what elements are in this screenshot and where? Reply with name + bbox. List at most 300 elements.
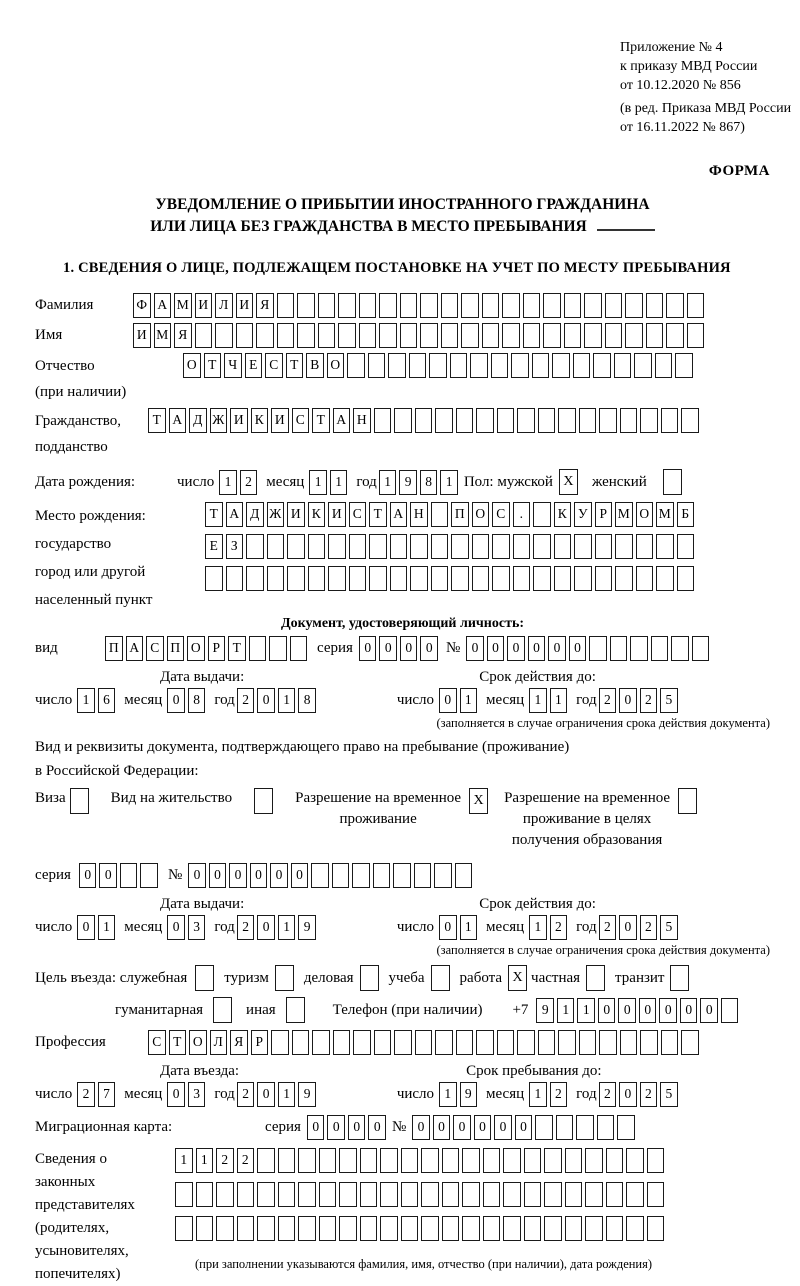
char-cell[interactable] xyxy=(483,1182,501,1207)
char-cell[interactable] xyxy=(435,408,453,433)
char-cell[interactable] xyxy=(552,353,570,378)
char-cell[interactable]: 1 xyxy=(529,1082,547,1107)
char-cell[interactable]: Я xyxy=(230,1030,248,1055)
char-cell[interactable]: 5 xyxy=(660,915,678,940)
char-cell[interactable] xyxy=(502,323,520,348)
char-cell[interactable] xyxy=(435,1030,453,1055)
char-cell[interactable] xyxy=(606,1148,624,1173)
char-cell[interactable] xyxy=(451,534,469,559)
char-cell[interactable]: С xyxy=(148,1030,166,1055)
char-cell[interactable] xyxy=(415,408,433,433)
char-cell[interactable] xyxy=(503,1148,521,1173)
char-cell[interactable] xyxy=(574,566,592,591)
char-cell[interactable]: Б xyxy=(677,502,695,527)
char-cell[interactable] xyxy=(462,1148,480,1173)
char-cell[interactable]: Т xyxy=(205,502,223,527)
char-cell[interactable] xyxy=(257,1182,275,1207)
char-cell[interactable] xyxy=(298,1148,316,1173)
char-cell[interactable]: 1 xyxy=(550,688,568,713)
char-cell[interactable] xyxy=(338,293,356,318)
char-cell[interactable]: 8 xyxy=(420,470,438,495)
char-cell[interactable]: Т xyxy=(312,408,330,433)
char-cell[interactable] xyxy=(544,1182,562,1207)
char-cell[interactable] xyxy=(513,566,531,591)
char-cell[interactable] xyxy=(400,323,418,348)
purpose-study-checkbox[interactable] xyxy=(431,965,450,991)
char-cell[interactable] xyxy=(318,323,336,348)
char-cell[interactable] xyxy=(456,1030,474,1055)
char-cell[interactable] xyxy=(482,293,500,318)
char-cell[interactable]: 0 xyxy=(270,863,288,888)
char-cell[interactable] xyxy=(681,408,699,433)
char-cell[interactable] xyxy=(517,1030,535,1055)
char-cell[interactable] xyxy=(267,534,285,559)
char-cell[interactable] xyxy=(579,1030,597,1055)
char-cell[interactable] xyxy=(687,323,705,348)
char-cell[interactable] xyxy=(393,863,411,888)
char-cell[interactable] xyxy=(687,293,705,318)
char-cell[interactable] xyxy=(292,1030,310,1055)
char-cell[interactable] xyxy=(605,293,623,318)
char-cell[interactable] xyxy=(492,566,510,591)
char-cell[interactable] xyxy=(349,566,367,591)
char-cell[interactable] xyxy=(196,1216,214,1241)
char-cell[interactable] xyxy=(421,1148,439,1173)
char-cell[interactable] xyxy=(584,323,602,348)
char-cell[interactable] xyxy=(360,1216,378,1241)
char-cell[interactable] xyxy=(472,566,490,591)
char-cell[interactable] xyxy=(599,408,617,433)
char-cell[interactable]: А xyxy=(390,502,408,527)
char-cell[interactable]: 0 xyxy=(209,863,227,888)
char-cell[interactable]: 2 xyxy=(240,470,258,495)
char-cell[interactable] xyxy=(675,353,693,378)
char-cell[interactable]: Р xyxy=(595,502,613,527)
visa-checkbox[interactable] xyxy=(70,788,89,814)
char-cell[interactable]: 0 xyxy=(619,688,637,713)
char-cell[interactable]: 0 xyxy=(700,998,718,1023)
char-cell[interactable] xyxy=(646,293,664,318)
char-cell[interactable] xyxy=(461,293,479,318)
char-cell[interactable] xyxy=(626,1182,644,1207)
char-cell[interactable] xyxy=(585,1216,603,1241)
char-cell[interactable] xyxy=(574,534,592,559)
char-cell[interactable] xyxy=(634,353,652,378)
char-cell[interactable] xyxy=(523,323,541,348)
char-cell[interactable] xyxy=(287,534,305,559)
char-cell[interactable] xyxy=(349,534,367,559)
char-cell[interactable] xyxy=(216,1216,234,1241)
char-cell[interactable]: Ч xyxy=(224,353,242,378)
char-cell[interactable]: 1 xyxy=(529,915,547,940)
char-cell[interactable] xyxy=(615,566,633,591)
char-cell[interactable] xyxy=(610,636,628,661)
char-cell[interactable] xyxy=(441,293,459,318)
char-cell[interactable]: 9 xyxy=(298,1082,316,1107)
char-cell[interactable] xyxy=(584,293,602,318)
char-cell[interactable] xyxy=(677,566,695,591)
sex-male-checkbox[interactable]: X xyxy=(559,469,578,495)
char-cell[interactable] xyxy=(651,636,669,661)
char-cell[interactable] xyxy=(360,1182,378,1207)
char-cell[interactable]: 0 xyxy=(291,863,309,888)
char-cell[interactable]: 0 xyxy=(307,1115,325,1140)
char-cell[interactable] xyxy=(585,1182,603,1207)
char-cell[interactable] xyxy=(267,566,285,591)
char-cell[interactable]: 0 xyxy=(167,1082,185,1107)
char-cell[interactable]: К xyxy=(554,502,572,527)
char-cell[interactable] xyxy=(442,1216,460,1241)
char-cell[interactable] xyxy=(216,1182,234,1207)
char-cell[interactable] xyxy=(328,534,346,559)
char-cell[interactable]: Я xyxy=(256,293,274,318)
purpose-private-checkbox[interactable] xyxy=(586,965,605,991)
char-cell[interactable] xyxy=(451,566,469,591)
char-cell[interactable] xyxy=(524,1148,542,1173)
char-cell[interactable] xyxy=(636,534,654,559)
char-cell[interactable] xyxy=(319,1148,337,1173)
char-cell[interactable]: 2 xyxy=(599,688,617,713)
char-cell[interactable]: 0 xyxy=(466,636,484,661)
char-cell[interactable] xyxy=(620,1030,638,1055)
char-cell[interactable]: 0 xyxy=(379,636,397,661)
char-cell[interactable]: Р xyxy=(251,1030,269,1055)
char-cell[interactable] xyxy=(388,353,406,378)
char-cell[interactable]: 0 xyxy=(368,1115,386,1140)
char-cell[interactable] xyxy=(332,863,350,888)
char-cell[interactable] xyxy=(297,293,315,318)
char-cell[interactable] xyxy=(564,323,582,348)
char-cell[interactable] xyxy=(470,353,488,378)
char-cell[interactable]: 2 xyxy=(237,915,255,940)
char-cell[interactable] xyxy=(277,323,295,348)
char-cell[interactable] xyxy=(339,1216,357,1241)
char-cell[interactable] xyxy=(431,566,449,591)
char-cell[interactable]: 0 xyxy=(618,998,636,1023)
purpose-humanitarian-checkbox[interactable] xyxy=(213,997,232,1023)
char-cell[interactable] xyxy=(483,1216,501,1241)
char-cell[interactable]: 0 xyxy=(167,688,185,713)
char-cell[interactable] xyxy=(271,1030,289,1055)
char-cell[interactable] xyxy=(360,1148,378,1173)
char-cell[interactable] xyxy=(533,534,551,559)
char-cell[interactable] xyxy=(373,863,391,888)
char-cell[interactable]: 2 xyxy=(77,1082,95,1107)
char-cell[interactable] xyxy=(573,353,591,378)
char-cell[interactable] xyxy=(339,1148,357,1173)
char-cell[interactable] xyxy=(681,1030,699,1055)
char-cell[interactable]: 0 xyxy=(598,998,616,1023)
char-cell[interactable] xyxy=(359,323,377,348)
char-cell[interactable] xyxy=(517,408,535,433)
char-cell[interactable]: Я xyxy=(174,323,192,348)
char-cell[interactable]: 3 xyxy=(188,915,206,940)
char-cell[interactable] xyxy=(626,1148,644,1173)
char-cell[interactable] xyxy=(626,1216,644,1241)
char-cell[interactable] xyxy=(246,566,264,591)
char-cell[interactable]: 5 xyxy=(660,688,678,713)
char-cell[interactable]: Е xyxy=(245,353,263,378)
char-cell[interactable] xyxy=(237,1216,255,1241)
char-cell[interactable]: Д xyxy=(189,408,207,433)
char-cell[interactable] xyxy=(482,323,500,348)
residence-permit-checkbox[interactable] xyxy=(254,788,273,814)
char-cell[interactable] xyxy=(394,408,412,433)
char-cell[interactable] xyxy=(606,1216,624,1241)
char-cell[interactable]: О xyxy=(636,502,654,527)
char-cell[interactable] xyxy=(287,566,305,591)
char-cell[interactable]: 2 xyxy=(640,1082,658,1107)
char-cell[interactable] xyxy=(379,323,397,348)
char-cell[interactable] xyxy=(483,1148,501,1173)
purpose-other-checkbox[interactable] xyxy=(286,997,305,1023)
char-cell[interactable] xyxy=(538,408,556,433)
char-cell[interactable]: И xyxy=(133,323,151,348)
char-cell[interactable] xyxy=(401,1182,419,1207)
char-cell[interactable] xyxy=(246,534,264,559)
char-cell[interactable] xyxy=(347,353,365,378)
char-cell[interactable] xyxy=(647,1216,665,1241)
char-cell[interactable] xyxy=(421,1182,439,1207)
char-cell[interactable] xyxy=(175,1182,193,1207)
char-cell[interactable] xyxy=(533,502,551,527)
char-cell[interactable]: 2 xyxy=(237,1148,255,1173)
char-cell[interactable]: У xyxy=(574,502,592,527)
char-cell[interactable]: 0 xyxy=(515,1115,533,1140)
char-cell[interactable] xyxy=(524,1182,542,1207)
char-cell[interactable] xyxy=(257,1216,275,1241)
char-cell[interactable] xyxy=(442,1182,460,1207)
char-cell[interactable]: Р xyxy=(208,636,226,661)
char-cell[interactable] xyxy=(249,636,267,661)
purpose-tourism-checkbox[interactable] xyxy=(275,965,294,991)
char-cell[interactable]: 0 xyxy=(494,1115,512,1140)
char-cell[interactable] xyxy=(352,863,370,888)
char-cell[interactable]: 0 xyxy=(639,998,657,1023)
char-cell[interactable] xyxy=(374,1030,392,1055)
char-cell[interactable] xyxy=(630,636,648,661)
char-cell[interactable] xyxy=(565,1148,583,1173)
char-cell[interactable] xyxy=(589,636,607,661)
char-cell[interactable] xyxy=(677,534,695,559)
char-cell[interactable]: Т xyxy=(286,353,304,378)
char-cell[interactable] xyxy=(339,1182,357,1207)
char-cell[interactable] xyxy=(666,323,684,348)
char-cell[interactable] xyxy=(532,353,550,378)
char-cell[interactable] xyxy=(298,1182,316,1207)
char-cell[interactable] xyxy=(692,636,710,661)
char-cell[interactable]: О xyxy=(327,353,345,378)
char-cell[interactable]: 1 xyxy=(460,688,478,713)
char-cell[interactable]: Н xyxy=(410,502,428,527)
char-cell[interactable]: 0 xyxy=(569,636,587,661)
char-cell[interactable] xyxy=(556,1115,574,1140)
char-cell[interactable] xyxy=(368,353,386,378)
char-cell[interactable]: 1 xyxy=(309,470,327,495)
char-cell[interactable] xyxy=(593,353,611,378)
char-cell[interactable]: 0 xyxy=(77,915,95,940)
char-cell[interactable] xyxy=(298,1216,316,1241)
char-cell[interactable] xyxy=(380,1148,398,1173)
char-cell[interactable] xyxy=(476,408,494,433)
char-cell[interactable]: 0 xyxy=(250,863,268,888)
char-cell[interactable]: Т xyxy=(369,502,387,527)
char-cell[interactable]: 0 xyxy=(400,636,418,661)
char-cell[interactable] xyxy=(503,1216,521,1241)
char-cell[interactable]: 1 xyxy=(196,1148,214,1173)
char-cell[interactable] xyxy=(671,636,689,661)
char-cell[interactable]: О xyxy=(183,353,201,378)
char-cell[interactable]: О xyxy=(189,1030,207,1055)
char-cell[interactable] xyxy=(476,1030,494,1055)
char-cell[interactable] xyxy=(656,534,674,559)
char-cell[interactable]: И xyxy=(230,408,248,433)
char-cell[interactable]: М xyxy=(154,323,172,348)
char-cell[interactable]: Ж xyxy=(210,408,228,433)
char-cell[interactable] xyxy=(647,1148,665,1173)
char-cell[interactable]: 1 xyxy=(77,688,95,713)
char-cell[interactable]: 2 xyxy=(550,1082,568,1107)
char-cell[interactable] xyxy=(455,863,473,888)
char-cell[interactable] xyxy=(311,863,329,888)
char-cell[interactable] xyxy=(462,1216,480,1241)
char-cell[interactable] xyxy=(502,293,520,318)
char-cell[interactable]: Ж xyxy=(267,502,285,527)
char-cell[interactable]: Л xyxy=(215,293,233,318)
char-cell[interactable] xyxy=(538,1030,556,1055)
char-cell[interactable] xyxy=(120,863,138,888)
char-cell[interactable] xyxy=(625,323,643,348)
char-cell[interactable]: 1 xyxy=(379,470,397,495)
char-cell[interactable]: О xyxy=(187,636,205,661)
char-cell[interactable] xyxy=(656,566,674,591)
char-cell[interactable] xyxy=(290,636,308,661)
char-cell[interactable] xyxy=(333,1030,351,1055)
char-cell[interactable]: 1 xyxy=(577,998,595,1023)
char-cell[interactable] xyxy=(236,323,254,348)
char-cell[interactable]: П xyxy=(451,502,469,527)
char-cell[interactable]: Т xyxy=(204,353,222,378)
char-cell[interactable]: 0 xyxy=(680,998,698,1023)
char-cell[interactable] xyxy=(554,534,572,559)
char-cell[interactable]: 0 xyxy=(420,636,438,661)
char-cell[interactable] xyxy=(640,1030,658,1055)
char-cell[interactable] xyxy=(558,408,576,433)
char-cell[interactable]: 0 xyxy=(453,1115,471,1140)
char-cell[interactable] xyxy=(461,323,479,348)
char-cell[interactable] xyxy=(278,1216,296,1241)
char-cell[interactable]: 0 xyxy=(659,998,677,1023)
purpose-business-checkbox[interactable] xyxy=(195,965,214,991)
char-cell[interactable]: 2 xyxy=(640,915,658,940)
char-cell[interactable]: 0 xyxy=(619,915,637,940)
char-cell[interactable]: 1 xyxy=(529,688,547,713)
char-cell[interactable] xyxy=(256,323,274,348)
char-cell[interactable] xyxy=(278,1148,296,1173)
char-cell[interactable]: 0 xyxy=(548,636,566,661)
char-cell[interactable] xyxy=(543,293,561,318)
char-cell[interactable] xyxy=(511,353,529,378)
char-cell[interactable]: 2 xyxy=(599,1082,617,1107)
char-cell[interactable] xyxy=(226,566,244,591)
char-cell[interactable]: 9 xyxy=(399,470,417,495)
char-cell[interactable] xyxy=(605,323,623,348)
char-cell[interactable]: Ф xyxy=(133,293,151,318)
char-cell[interactable]: А xyxy=(333,408,351,433)
char-cell[interactable] xyxy=(606,1182,624,1207)
char-cell[interactable]: П xyxy=(105,636,123,661)
char-cell[interactable] xyxy=(401,1148,419,1173)
char-cell[interactable] xyxy=(140,863,158,888)
char-cell[interactable]: И xyxy=(236,293,254,318)
char-cell[interactable]: 2 xyxy=(237,688,255,713)
char-cell[interactable]: В xyxy=(306,353,324,378)
char-cell[interactable] xyxy=(450,353,468,378)
char-cell[interactable] xyxy=(431,502,449,527)
char-cell[interactable] xyxy=(379,293,397,318)
char-cell[interactable]: Д xyxy=(246,502,264,527)
char-cell[interactable] xyxy=(269,636,287,661)
char-cell[interactable] xyxy=(585,1148,603,1173)
char-cell[interactable] xyxy=(297,323,315,348)
char-cell[interactable] xyxy=(661,408,679,433)
char-cell[interactable] xyxy=(524,1216,542,1241)
char-cell[interactable]: Л xyxy=(210,1030,228,1055)
char-cell[interactable]: 0 xyxy=(327,1115,345,1140)
char-cell[interactable] xyxy=(614,353,632,378)
char-cell[interactable]: 0 xyxy=(99,863,117,888)
char-cell[interactable]: 1 xyxy=(439,1082,457,1107)
char-cell[interactable] xyxy=(441,323,459,348)
char-cell[interactable] xyxy=(636,566,654,591)
char-cell[interactable] xyxy=(359,293,377,318)
char-cell[interactable] xyxy=(319,1216,337,1241)
char-cell[interactable] xyxy=(308,534,326,559)
char-cell[interactable]: . xyxy=(513,502,531,527)
char-cell[interactable] xyxy=(640,408,658,433)
char-cell[interactable]: Т xyxy=(148,408,166,433)
char-cell[interactable]: М xyxy=(656,502,674,527)
char-cell[interactable] xyxy=(535,1115,553,1140)
char-cell[interactable]: 3 xyxy=(188,1082,206,1107)
char-cell[interactable] xyxy=(513,534,531,559)
char-cell[interactable]: 0 xyxy=(257,915,275,940)
char-cell[interactable] xyxy=(318,293,336,318)
char-cell[interactable] xyxy=(420,293,438,318)
char-cell[interactable]: 0 xyxy=(439,688,457,713)
char-cell[interactable]: А xyxy=(126,636,144,661)
char-cell[interactable]: 1 xyxy=(219,470,237,495)
char-cell[interactable] xyxy=(369,534,387,559)
char-cell[interactable] xyxy=(533,566,551,591)
char-cell[interactable] xyxy=(410,566,428,591)
char-cell[interactable] xyxy=(620,408,638,433)
char-cell[interactable]: 8 xyxy=(188,688,206,713)
char-cell[interactable]: 0 xyxy=(487,636,505,661)
char-cell[interactable] xyxy=(328,566,346,591)
char-cell[interactable]: 1 xyxy=(278,915,296,940)
char-cell[interactable]: С xyxy=(146,636,164,661)
char-cell[interactable]: 5 xyxy=(660,1082,678,1107)
char-cell[interactable] xyxy=(646,323,664,348)
char-cell[interactable]: А xyxy=(154,293,172,318)
char-cell[interactable]: К xyxy=(251,408,269,433)
char-cell[interactable] xyxy=(434,863,452,888)
char-cell[interactable]: 0 xyxy=(619,1082,637,1107)
char-cell[interactable] xyxy=(497,1030,515,1055)
char-cell[interactable] xyxy=(523,293,541,318)
char-cell[interactable]: А xyxy=(169,408,187,433)
